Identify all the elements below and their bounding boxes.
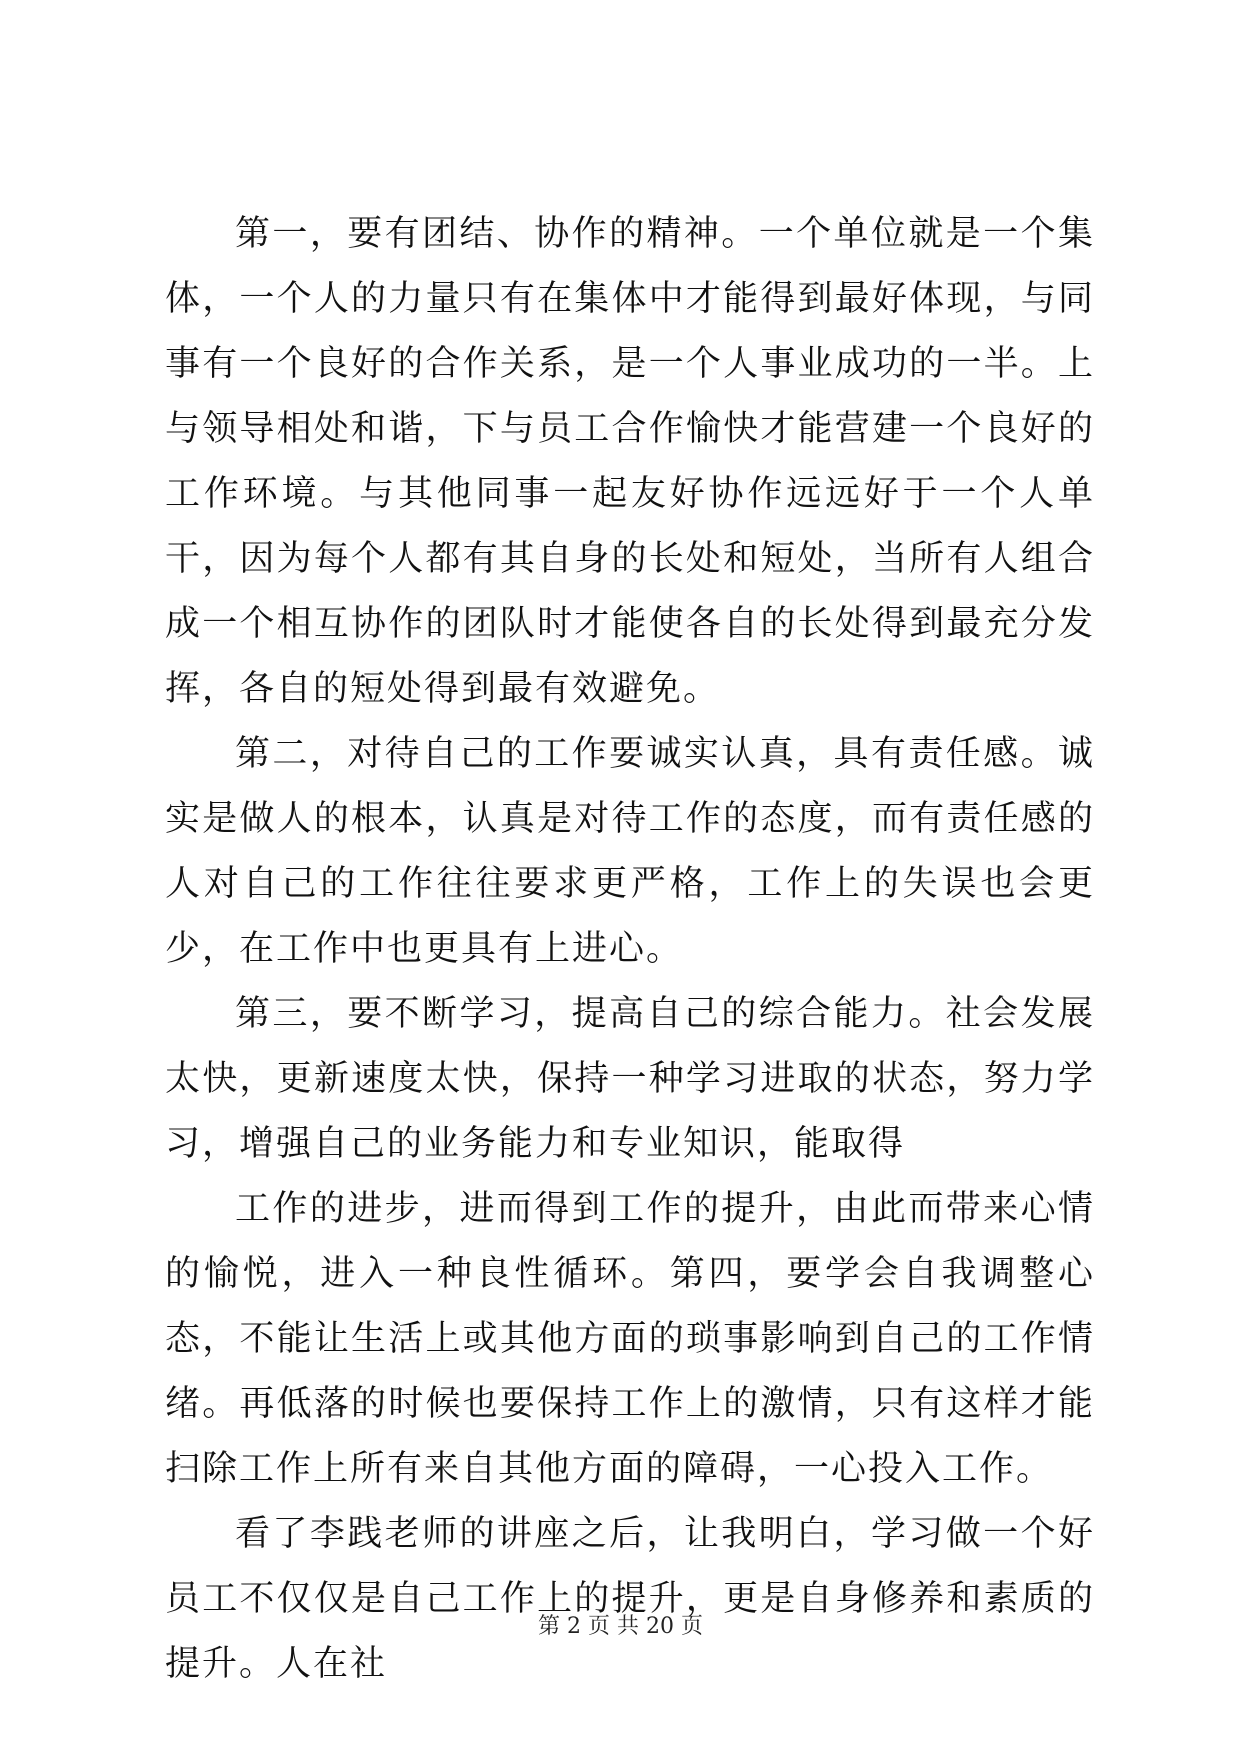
paragraph-learning: 第三，要不断学习，提高自己的综合能力。社会发展太快，更新速度太快，保持一种学习进取的状态，努力学习，增强自己的业务能力和专业知识，能取得: [165, 994, 1095, 1164]
paragraph-teamwork: 第一，要有团结、协作的精神。一个单位就是一个集体，一个人的力量只有在集体中才能得到最好体现，与同事有一个良好的合作关系，是一个人事业成功的一半。上与领导相处和谐，下与员工合作愉快才能营建一个良好的工作环境。与其他同事一起友好协作远远好于一个人单干，因为每个人都有其自身的长处和短处，当所有人组合成一个相互协作的团队时才能使各自的长处得到最充分发挥，各自的短处得到最有效避免。: [165, 214, 1095, 709]
paragraph-progress-mindset: 工作的进步，进而得到工作的提升，由此而带来心情的愉悦，进入一种良性循环。第四，要学会自我调整心态，不能让生活上或其他方面的琐事影响到自己的工作情绪。再低落的时候也要保持工作上的激情，只有这样才能扫除工作上所有来自其他方面的障碍，一心投入工作。: [165, 1189, 1095, 1489]
document-body: [165, 202, 1095, 1697]
paragraph-lecture-reflection: 看了李践老师的讲座之后，让我明白，学习做一个好员工不仅仅是自己工作上的提升，更是自身修养和素质的提升。人在社: [165, 1514, 1095, 1684]
paragraph-responsibility: 第二，对待自己的工作要诚实认真，具有责任感。诚实是做人的根本，认真是对待工作的态度，而有责任感的人对自己的工作往往要求更严格，工作上的失误也会更少，在工作中也更具有上进心。: [165, 734, 1095, 969]
page-number-footer: 第 2 页 共 20 页: [538, 1614, 703, 1639]
